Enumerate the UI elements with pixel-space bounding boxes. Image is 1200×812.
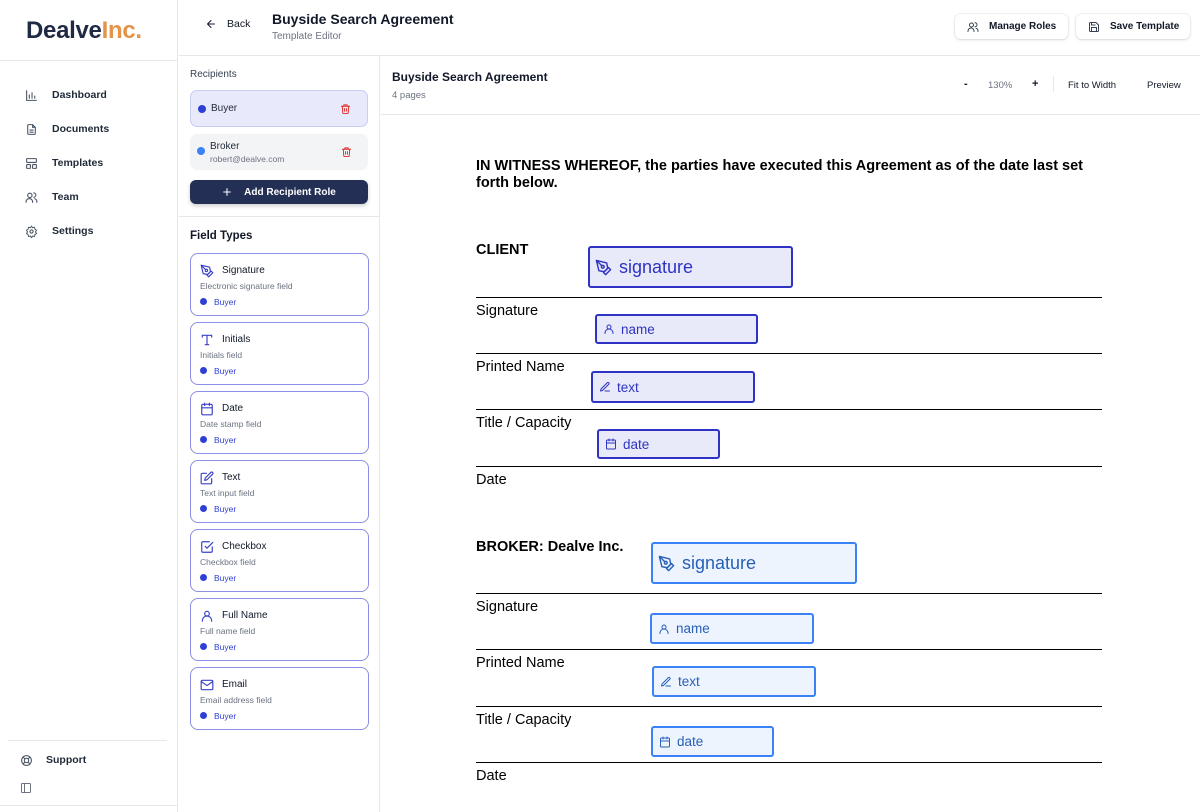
sidebar-divider [0, 805, 178, 806]
field-type-signature[interactable] [190, 253, 369, 316]
field-placeholder: date [623, 436, 650, 452]
page-title: Buyside Search Agreement [272, 11, 454, 27]
recipient-broker[interactable] [190, 134, 368, 170]
sidebar [0, 0, 178, 812]
field-type-desc: Date stamp field [200, 419, 262, 429]
role-dot [200, 367, 207, 374]
row-label-signature: Signature [476, 599, 539, 615]
field-placeholder: date [677, 734, 704, 749]
field-type-desc: Electronic signature field [200, 281, 293, 291]
add-recipient-role-label: Add Recipient Role [244, 186, 336, 198]
row-label-date: Date [476, 472, 507, 488]
save-template-label: Save Template [1110, 21, 1180, 32]
sidebar-item-documents[interactable] [0, 112, 177, 146]
mail-icon [200, 678, 214, 692]
signature-line [476, 593, 1102, 594]
pen-nib-icon [200, 264, 214, 278]
field-placeholder: text [678, 674, 700, 689]
zoom-level: 130% [988, 80, 1013, 91]
sidebar-item-label: Templates [52, 157, 104, 169]
back-button[interactable] [205, 18, 250, 30]
field-placeholder: signature [682, 552, 757, 573]
sidebar-item-label: Documents [52, 123, 110, 135]
pencil-icon [660, 676, 672, 688]
role-dot [200, 298, 207, 305]
broker-signature-field[interactable] [651, 542, 857, 584]
client-name-field[interactable] [595, 314, 758, 344]
calendar-icon [605, 438, 617, 450]
field-type-desc: Full name field [200, 626, 256, 636]
recipients-label: Recipients [190, 69, 237, 80]
field-placeholder: name [621, 321, 655, 337]
row-label-date: Date [476, 768, 507, 784]
field-type-date[interactable] [190, 391, 369, 454]
field-type-role: Buyer [214, 504, 237, 514]
user-icon [200, 609, 214, 623]
broker-heading: BROKER: Dealve Inc. [476, 539, 624, 555]
signature-line [476, 297, 1102, 298]
users-icon [25, 191, 38, 204]
trash-icon[interactable] [341, 146, 352, 158]
calendar-icon [200, 402, 214, 416]
zoom-in-button[interactable]: + [1032, 78, 1039, 90]
broker-date-field[interactable] [651, 726, 774, 757]
document-canvas[interactable] [381, 116, 1200, 812]
sidebar-nav [0, 61, 177, 248]
field-type-full-name[interactable] [190, 598, 369, 661]
sidebar-item-dashboard[interactable] [0, 78, 177, 112]
manage-roles-label: Manage Roles [989, 21, 1057, 32]
field-type-desc: Text input field [200, 488, 255, 498]
role-dot [200, 436, 207, 443]
user-icon [658, 623, 670, 635]
sidebar-item-label: Dashboard [52, 89, 107, 101]
page-header [179, 0, 1200, 56]
signature-line [476, 762, 1102, 763]
field-type-title: Signature [222, 265, 265, 276]
field-type-title: Text [222, 472, 241, 483]
bar-chart-icon [25, 89, 38, 102]
role-dot [200, 505, 207, 512]
signature-line [476, 466, 1102, 467]
page-subtitle: Template Editor [272, 31, 342, 42]
recipient-color-dot [198, 105, 206, 113]
document-page-count: 4 pages [392, 90, 426, 101]
field-type-desc: Checkbox field [200, 557, 256, 567]
field-type-text[interactable] [190, 460, 369, 523]
toolbar-divider [1053, 76, 1054, 92]
field-type-title: Checkbox [222, 541, 267, 552]
gear-icon [25, 225, 38, 238]
field-type-role: Buyer [214, 297, 237, 307]
pencil-icon [599, 381, 611, 393]
row-label-printed-name: Printed Name [476, 655, 565, 671]
sidebar-footer [8, 740, 167, 779]
sidebar-item-label: Settings [52, 225, 94, 237]
zoom-out-button[interactable]: - [964, 78, 968, 90]
arrow-left-icon [205, 18, 217, 30]
field-type-role: Buyer [214, 642, 237, 652]
field-type-role: Buyer [214, 573, 237, 583]
recipient-email: robert@dealve.com [210, 154, 285, 164]
row-label-title-capacity: Title / Capacity [476, 415, 572, 431]
field-type-initials[interactable] [190, 322, 369, 385]
collapse-sidebar-icon[interactable] [20, 782, 32, 794]
manage-roles-button[interactable] [955, 14, 1068, 39]
client-heading: CLIENT [476, 242, 529, 258]
sidebar-item-templates[interactable] [0, 146, 177, 180]
lifebuoy-icon [20, 754, 33, 767]
preview-button[interactable]: Preview [1147, 80, 1181, 91]
checkbox-icon [200, 540, 214, 554]
client-text-field[interactable] [591, 371, 755, 403]
sidebar-item-settings[interactable] [0, 214, 177, 248]
add-recipient-role-button[interactable] [190, 180, 368, 204]
save-template-button[interactable] [1076, 14, 1190, 39]
client-date-field[interactable] [597, 429, 720, 459]
pen-nib-icon [595, 259, 612, 276]
fit-to-width-button[interactable]: Fit to Width [1068, 80, 1117, 91]
field-type-role: Buyer [214, 711, 237, 721]
field-placeholder: name [676, 621, 710, 636]
witness-clause: IN WITNESS WHEREOF, the parties have executed this Agreement as of the date last set forth below. [476, 158, 1084, 191]
client-signature-field[interactable] [588, 246, 793, 288]
brand-logo[interactable] [0, 0, 177, 61]
broker-text-field[interactable] [652, 666, 816, 697]
field-types-list [190, 253, 369, 736]
brand-name: Dealve [26, 17, 102, 44]
role-dot [200, 643, 207, 650]
field-type-title: Initials [222, 334, 251, 345]
field-type-role: Buyer [214, 366, 237, 376]
users-icon [967, 21, 979, 33]
document-toolbar [381, 56, 1200, 115]
field-types-label: Field Types [190, 230, 253, 242]
signature-line [476, 649, 1102, 650]
field-type-desc: Email address field [200, 695, 272, 705]
editor-panel [179, 56, 380, 812]
sidebar-item-label: Team [52, 191, 79, 203]
row-label-signature: Signature [476, 303, 539, 319]
type-icon [200, 333, 214, 347]
panel-divider [179, 216, 379, 217]
field-type-role: Buyer [214, 435, 237, 445]
support-label: Support [46, 754, 87, 766]
recipient-color-dot [197, 147, 205, 155]
field-placeholder: text [617, 379, 639, 395]
edit-icon [200, 471, 214, 485]
save-icon [1088, 21, 1100, 33]
recipient-name: Broker [210, 141, 240, 152]
field-type-title: Full Name [222, 610, 268, 621]
back-label: Back [227, 18, 251, 30]
trash-icon[interactable] [340, 103, 351, 115]
brand-suffix: Inc. [101, 17, 142, 44]
calendar-icon [659, 736, 671, 748]
recipient-name: Buyer [211, 103, 238, 114]
role-dot [200, 712, 207, 719]
field-type-email[interactable] [190, 667, 369, 730]
field-type-title: Date [222, 403, 244, 414]
field-type-title: Email [222, 679, 248, 690]
recipient-buyer[interactable] [190, 90, 368, 127]
document-icon [25, 123, 38, 136]
row-label-title-capacity: Title / Capacity [476, 712, 572, 728]
field-type-checkbox[interactable] [190, 529, 369, 592]
user-icon [603, 323, 615, 335]
signature-line [476, 353, 1102, 354]
signature-line [476, 706, 1102, 707]
field-placeholder: signature [619, 256, 694, 277]
plus-icon [222, 187, 232, 197]
template-icon [25, 157, 38, 170]
sidebar-item-team[interactable] [0, 180, 177, 214]
broker-name-field[interactable] [650, 613, 814, 644]
document-title: Buyside Search Agreement [392, 70, 548, 84]
pen-nib-icon [658, 555, 675, 572]
field-type-desc: Initials field [200, 350, 243, 360]
role-dot [200, 574, 207, 581]
support-link[interactable] [8, 741, 167, 779]
signature-line [476, 409, 1102, 410]
row-label-printed-name: Printed Name [476, 359, 565, 375]
